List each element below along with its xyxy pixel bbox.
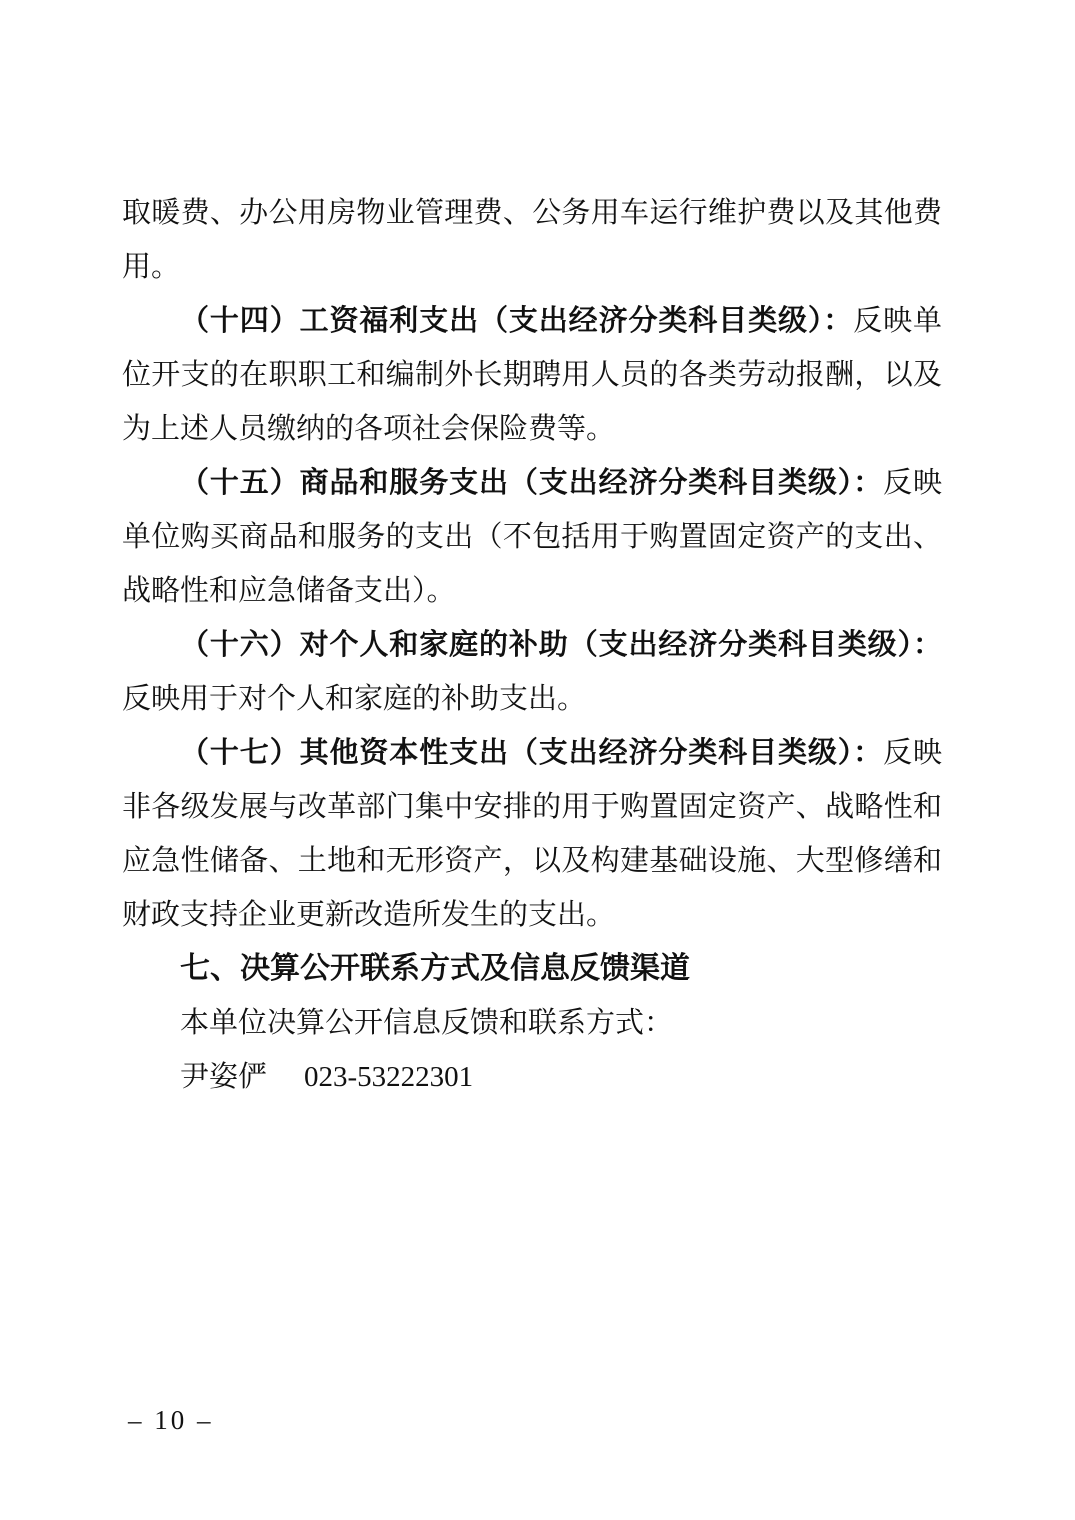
paragraph-14-body: 反映单位开支的在职职工和编制外长期聘用人员的各类劳动报酬，以及为上述人员缴纳的各项社会保险费等。 [122,305,942,445]
paragraph-item-17 [122,726,942,942]
paragraph-16-lead: （十六）对个人和家庭的补助（支出经济分类科目类级）： [180,629,942,661]
document-content [122,186,942,1104]
contact-intro: 本单位决算公开信息反馈和联系方式： [180,1007,674,1039]
paragraph-item-14 [122,294,942,456]
paragraph-item-15 [122,456,942,618]
contact-line [122,1050,942,1104]
paragraph-17-lead: （十七）其他资本性支出（支出经济分类科目类级）： [180,737,884,769]
paragraph-17-body: 反映非各级发展与改革部门集中安排的用于购置固定资产、战略性和应急性储备、土地和无形资产，以及构建基础设施、大型修缮和财政支持企业更新改造所发生的支出。 [122,737,942,931]
contact-phone: 023-53222301 [304,1061,474,1093]
page-number: – 10 – [128,1405,214,1435]
paragraph-14-lead: （十四）工资福利支出（支出经济分类科目类级）： [180,305,854,337]
paragraph-15-body: 反映单位购买商品和服务的支出（不包括用于购置固定资产的支出、战略性和应急储备支出）。 [122,467,942,607]
paragraph-15-lead: （十五）商品和服务支出（支出经济分类科目类级）： [180,467,884,499]
paragraph-item-16 [122,618,942,726]
contact-name: 尹姿俨 [180,1061,268,1093]
paragraph-continuation: 取暖费、办公用房物业管理费、公务用车运行维护费以及其他费用。 [122,197,942,283]
section-heading: 七、决算公开联系方式及信息反馈渠道 [180,952,690,985]
paragraph-16-body: 反映用于对个人和家庭的补助支出。 [122,683,587,715]
